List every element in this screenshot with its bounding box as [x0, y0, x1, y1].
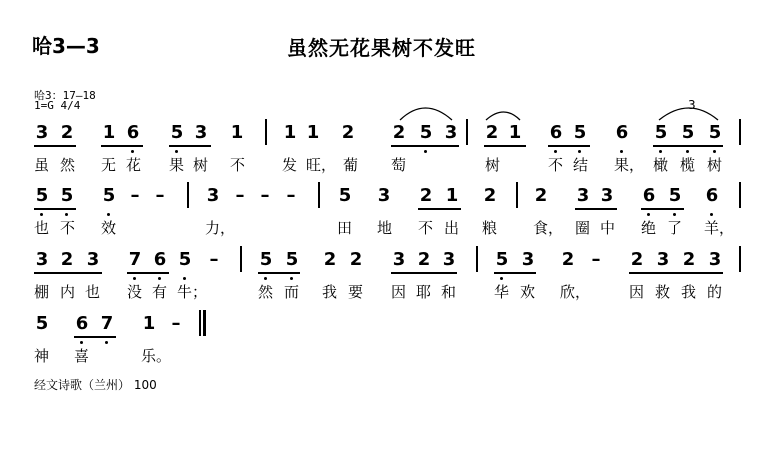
note: 5 [259, 249, 273, 270]
lyric: 旺， [306, 156, 337, 174]
note: 3 [521, 249, 535, 270]
barline [739, 119, 741, 145]
note: 2 [561, 249, 575, 270]
note: 1 [283, 122, 297, 143]
note: 2 [349, 249, 363, 270]
lyric: 出 [444, 219, 460, 237]
lower-octave-dot [686, 150, 689, 153]
lyric: 不 [230, 156, 246, 174]
lyric: 绝 [641, 219, 657, 237]
source-note: 经文诗歌（兰州） 100 [34, 378, 157, 392]
lower-octave-dot [620, 150, 623, 153]
note: 1 [102, 122, 116, 143]
note: 2 [341, 122, 355, 143]
note: 3 [444, 122, 458, 143]
scripture-reference: 哈3：17—18 [34, 89, 96, 102]
barline [318, 182, 320, 208]
note: 5 [668, 185, 682, 206]
lyric: 食， [533, 219, 564, 237]
lyric: 粮 [482, 219, 498, 237]
lyric: 树 [485, 156, 501, 174]
lower-octave-dot [175, 150, 178, 153]
note: 3 [35, 249, 49, 270]
beam-underline [575, 208, 617, 210]
lyric: 然 [258, 283, 274, 301]
lyric: 树 [193, 156, 209, 174]
lower-octave-dot [80, 341, 83, 344]
lyric: 发 [282, 156, 298, 174]
barline [187, 182, 189, 208]
lyric: 救 [655, 283, 671, 301]
lower-octave-dot [133, 277, 136, 280]
note: 7 [100, 313, 114, 334]
note: 2 [534, 185, 548, 206]
beam-underline [391, 272, 457, 274]
note: 3 [206, 185, 220, 206]
note: 2 [417, 249, 431, 270]
lower-octave-dot [105, 341, 108, 344]
barline [240, 246, 242, 272]
lyric: 欣， [560, 283, 591, 301]
lyric: 圈 [575, 219, 591, 237]
note: 5 [654, 122, 668, 143]
barline [516, 182, 518, 208]
lyric: 花 [126, 156, 142, 174]
dash: – [591, 249, 601, 270]
lower-octave-dot [290, 277, 293, 280]
barline [739, 182, 741, 208]
lower-octave-dot [673, 213, 676, 216]
lyric: 然 [60, 156, 76, 174]
beam-underline [418, 208, 461, 210]
hymn-number: 哈3—3 [32, 34, 100, 58]
lyric: 欢 [520, 283, 536, 301]
lyric: 耶 [416, 283, 432, 301]
barline [476, 246, 478, 272]
note: 5 [60, 185, 74, 206]
lyric: 神 [34, 347, 50, 365]
lyric: 棚 [34, 283, 50, 301]
note: 5 [35, 313, 49, 334]
dash: – [209, 249, 219, 270]
beam-underline [391, 145, 459, 147]
lower-octave-dot [107, 213, 110, 216]
note: 2 [485, 122, 499, 143]
note: 2 [60, 122, 74, 143]
note: 5 [573, 122, 587, 143]
lyric: 我 [681, 283, 697, 301]
note: 1 [142, 313, 156, 334]
beam-underline [34, 272, 102, 274]
lyric: 田 [337, 219, 353, 237]
beam-underline [629, 272, 723, 274]
song-title: 虽然无花果树不发旺 [287, 36, 476, 60]
note: 6 [549, 122, 563, 143]
note: 6 [705, 185, 719, 206]
final-barline-thick [203, 310, 206, 336]
beam-underline [34, 208, 76, 210]
lyric: 葡 [343, 156, 359, 174]
note: 3 [600, 185, 614, 206]
lyric: 华 [494, 283, 510, 301]
lyric: 的 [707, 283, 723, 301]
lyric: 地 [377, 219, 393, 237]
lyric: 乐。 [141, 347, 172, 365]
lyric: 牛； [177, 283, 208, 301]
lower-octave-dot [424, 150, 427, 153]
note: 2 [60, 249, 74, 270]
slur [400, 108, 452, 120]
lower-octave-dot [713, 150, 716, 153]
lyric: 无 [101, 156, 117, 174]
beam-underline [127, 272, 169, 274]
lower-octave-dot [578, 150, 581, 153]
dash: – [155, 185, 165, 206]
barline [739, 246, 741, 272]
note: 3 [194, 122, 208, 143]
lyric: 也 [85, 283, 101, 301]
beam-underline [641, 208, 684, 210]
note: 2 [682, 249, 696, 270]
beam-underline [653, 145, 723, 147]
lyric: 有 [152, 283, 168, 301]
barline [265, 119, 267, 145]
lyric: 效 [101, 219, 117, 237]
lower-octave-dot [647, 213, 650, 216]
lower-octave-dot [65, 213, 68, 216]
beam-underline [74, 336, 116, 338]
note: 5 [285, 249, 299, 270]
note: 2 [323, 249, 337, 270]
lyric: 橄 [653, 156, 669, 174]
lyric: 内 [60, 283, 76, 301]
lower-octave-dot [40, 213, 43, 216]
lyric: 因 [629, 283, 645, 301]
lyric: 而 [284, 283, 300, 301]
lower-octave-dot [183, 277, 186, 280]
lyric: 没 [127, 283, 143, 301]
lyric: 了 [667, 219, 683, 237]
beam-underline [34, 145, 76, 147]
dash: – [171, 313, 181, 334]
beam-underline [169, 145, 211, 147]
lyric: 也 [34, 219, 50, 237]
dash: – [130, 185, 140, 206]
beam-underline [494, 272, 536, 274]
note: 3 [708, 249, 722, 270]
lyric: 榄 [680, 156, 696, 174]
note: 5 [419, 122, 433, 143]
beam-underline [548, 145, 590, 147]
lower-octave-dot [710, 213, 713, 216]
note: 3 [442, 249, 456, 270]
note: 3 [377, 185, 391, 206]
lyric: 力， [205, 219, 236, 237]
dash: – [286, 185, 296, 206]
note: 5 [102, 185, 116, 206]
note: 1 [230, 122, 244, 143]
lyric: 喜 [74, 347, 90, 365]
lyric: 树 [707, 156, 723, 174]
note: 5 [495, 249, 509, 270]
barline [466, 119, 468, 145]
note: 6 [75, 313, 89, 334]
lower-octave-dot [264, 277, 267, 280]
note: 3 [392, 249, 406, 270]
lyric: 不 [548, 156, 564, 174]
lower-octave-dot [554, 150, 557, 153]
note: 2 [630, 249, 644, 270]
slur [486, 112, 520, 120]
lyric: 结 [573, 156, 589, 174]
note: 5 [170, 122, 184, 143]
key-signature: 1=G 4/4 [34, 99, 81, 112]
dash: – [260, 185, 270, 206]
note: 1 [306, 122, 320, 143]
lower-octave-dot [158, 277, 161, 280]
beam-underline [258, 272, 300, 274]
note: 5 [178, 249, 192, 270]
note: 6 [153, 249, 167, 270]
lyric: 中 [600, 219, 616, 237]
lyric: 果 [169, 156, 185, 174]
dash: – [235, 185, 245, 206]
final-barline-thin [199, 310, 201, 336]
note: 5 [681, 122, 695, 143]
lyric: 和 [441, 283, 457, 301]
note: 2 [483, 185, 497, 206]
lyric: 萄 [391, 156, 407, 174]
triplet-mark: 3 [688, 98, 696, 112]
beam-underline [101, 145, 143, 147]
note: 3 [576, 185, 590, 206]
lyric: 果， [614, 156, 645, 174]
lower-octave-dot [500, 277, 503, 280]
beam-underline [484, 145, 526, 147]
note: 3 [35, 122, 49, 143]
note: 3 [86, 249, 100, 270]
lyric: 不 [418, 219, 434, 237]
note: 1 [508, 122, 522, 143]
note: 2 [419, 185, 433, 206]
note: 5 [338, 185, 352, 206]
note: 1 [445, 185, 459, 206]
lower-octave-dot [131, 150, 134, 153]
lyric: 要 [348, 283, 364, 301]
note: 6 [126, 122, 140, 143]
note: 6 [642, 185, 656, 206]
lyric: 我 [322, 283, 338, 301]
lower-octave-dot [659, 150, 662, 153]
note: 2 [392, 122, 406, 143]
note: 5 [35, 185, 49, 206]
note: 5 [708, 122, 722, 143]
lyric: 虽 [34, 156, 50, 174]
lyric: 不 [60, 219, 76, 237]
lyric: 因 [391, 283, 407, 301]
note: 6 [615, 122, 629, 143]
note: 3 [656, 249, 670, 270]
lyric: 羊， [704, 219, 735, 237]
note: 7 [128, 249, 142, 270]
